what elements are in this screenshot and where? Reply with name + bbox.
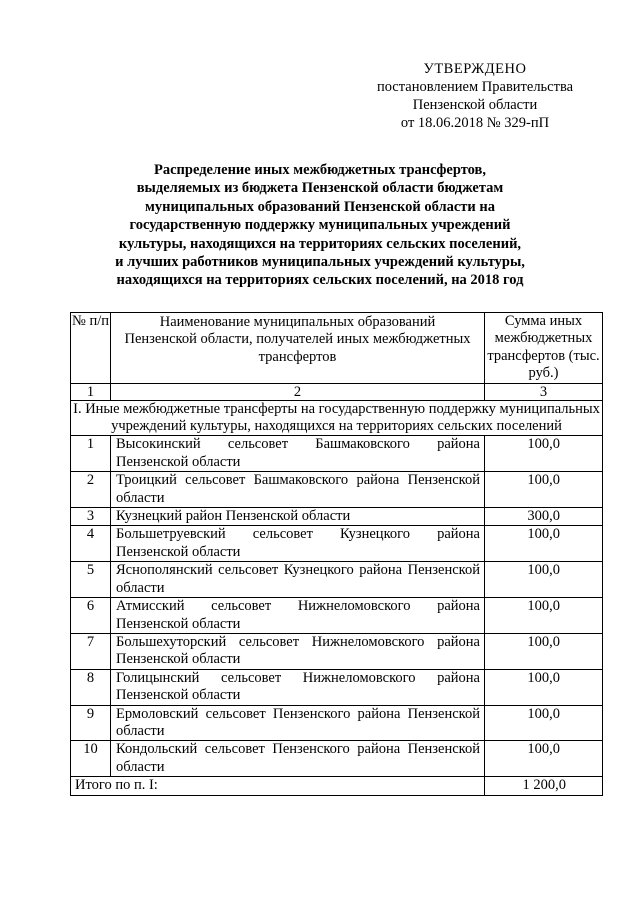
table-row [71,562,603,598]
row-amount: 100,0 [485,472,603,508]
row-amount: 100,0 [485,633,603,669]
row-number: 9 [71,705,111,741]
transfers-table [70,312,603,796]
header-name: Наименование муниципальных образований Пензенской области, получателей иных межбюджетных трансфертов [111,313,485,384]
row-number: 1 [71,436,111,472]
table-row [71,705,603,741]
row-amount: 100,0 [485,669,603,705]
row-name: Ермоловский сельсовет Пензенского района Пензенской области [111,705,485,741]
title-line: государственную поддержку муниципальных учреждений [129,217,511,234]
column-number: 1 [71,383,111,400]
row-name: Яснополянский сельсовет Кузнецкого района Пензенской области [111,562,485,598]
row-amount: 300,0 [485,508,603,526]
table-row [71,741,603,777]
table-row [71,598,603,634]
approval-line: постановлением Правительства [376,79,574,95]
row-number: 3 [71,508,111,526]
row-name: Кузнецкий район Пензенской области [111,508,485,526]
row-number: 10 [71,741,111,777]
row-name: Высокинский сельсовет Башмаковского района Пензенской области [111,436,485,472]
title-line: муниципальных образований Пензенской области на [144,198,496,215]
row-name: Большехуторский сельсовет Нижнеломовского района Пензенской области [111,633,485,669]
row-name: Кондольский сельсовет Пензенского района Пензенской области [111,741,485,777]
row-name: Троицкий сельсовет Башмаковского района Пензенской области [111,472,485,508]
row-number: 5 [71,562,111,598]
column-numbers-row [71,383,603,400]
total-amount: 1 200,0 [485,777,603,795]
table-row [71,526,603,562]
total-label: Итого по п. I: [71,777,485,795]
row-number: 7 [71,633,111,669]
document-title [60,161,580,290]
approval-line: от 18.06.2018 № 329-пП [400,115,550,131]
column-number: 3 [485,383,603,400]
table-row [71,633,603,669]
table-row [71,669,603,705]
row-amount: 100,0 [485,436,603,472]
table-header-row [71,313,603,384]
approval-heading: УТВЕРЖДЕНО [423,61,527,77]
row-amount: 100,0 [485,562,603,598]
section-title: I. Иные межбюджетные трансферты на государственную поддержку муниципальных учреждений культуры, находящихся на территориях сельских поселений [71,400,603,436]
title-line: выделяемых из бюджета Пензенской области бюджетам [136,180,504,197]
row-name: Атмисский сельсовет Нижнеломовского района Пензенской области [111,598,485,634]
row-amount: 100,0 [485,741,603,777]
total-row [71,777,603,795]
title-line: находящихся на территориях сельских поселений, на 2018 год [116,272,524,289]
row-name: Большетруевский сельсовет Кузнецкого района Пензенской области [111,526,485,562]
table-row [71,472,603,508]
row-amount: 100,0 [485,598,603,634]
approval-line: Пензенской области [412,97,538,113]
header-number: № п/п [71,313,111,384]
table-row [71,508,603,526]
row-number: 4 [71,526,111,562]
row-amount: 100,0 [485,526,603,562]
row-name: Голицынский сельсовет Нижнеломовского района Пензенской области [111,669,485,705]
row-number: 2 [71,472,111,508]
column-number: 2 [111,383,485,400]
row-number: 8 [71,669,111,705]
section-row [71,400,603,436]
approval-stamp [360,60,590,132]
row-amount: 100,0 [485,705,603,741]
title-line: Распределение иных межбюджетных трансфертов, [154,162,486,178]
table-row [71,436,603,472]
header-amount: Сумма иных межбюджетных трансфертов (тыс. руб.) [485,313,603,384]
row-number: 6 [71,598,111,634]
title-line: культуры, находящихся на территориях сельских поселений, [118,235,522,252]
title-line: и лучших работников муниципальных учреждений культуры, [115,254,525,271]
